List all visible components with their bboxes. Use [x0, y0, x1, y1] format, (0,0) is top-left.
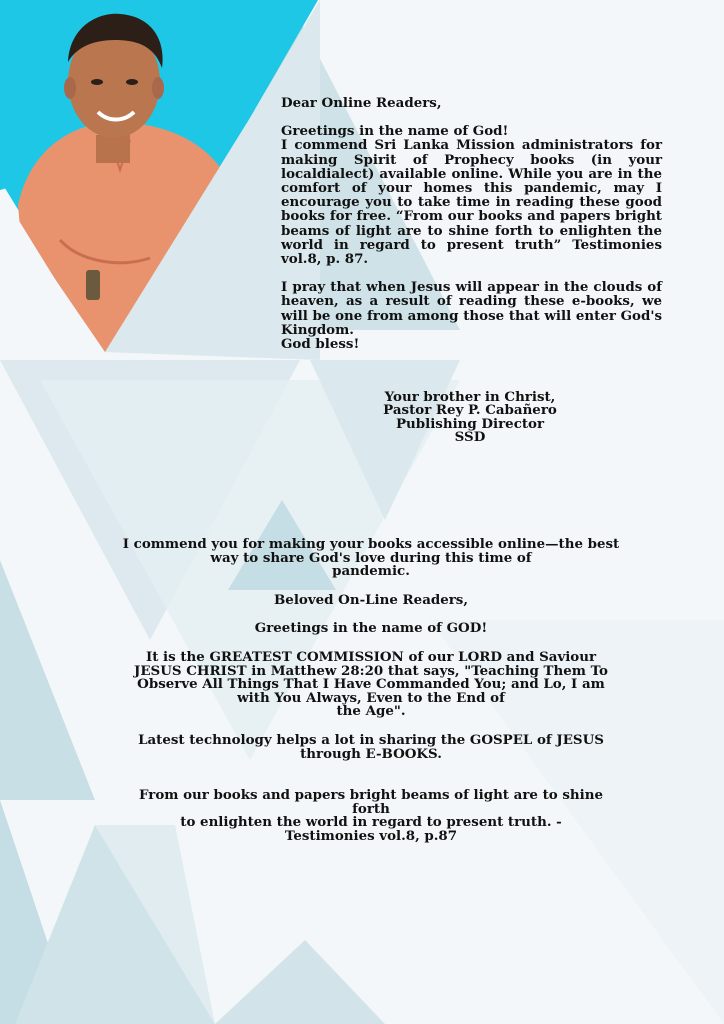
quote-line-2: to enlighten the world in regard to present truth. - — [180, 814, 562, 831]
letter-paragraph-1: I commend Sri Lanka Mission administrators for making Spirit of Prophecy books (in your localdialect) available online. While you are in the comfort of your homes this pandemic, may I encourage you to take time in reading these good books for free. “From our books and papers bright beams of light are to shine forth to enlighten the world in regard to present truth” Testimonies vol.8, p. 87. — [281, 137, 662, 268]
letter-blessing: God bless! — [281, 336, 360, 353]
signature-block — [370, 391, 570, 445]
commission-line-2: JESUS CHRIST in Matthew 28:20 that says, "Teaching Them To — [134, 662, 608, 679]
quote-line-3: Testimonies vol.8, p.87 — [284, 827, 458, 844]
commission-line-5: the Age". — [336, 703, 406, 720]
signature-closing: Your brother in Christ, — [384, 389, 556, 405]
signature-name: Pastor Rey P. Cabañero — [383, 402, 557, 419]
letter-salutation: Dear Online Readers, — [281, 95, 442, 111]
letter-paragraph-2: I pray that when Jesus will appear in the clouds of heaven, as a result of reading these e-books, we will be one from among those that will enter God's Kingdom. — [281, 279, 662, 338]
technology-line-1: Latest technology helps a lot in sharing the GOSPEL of JESUS — [138, 731, 604, 748]
quote-line-1: From our books and papers bright beams of light are to shine forth — [139, 787, 603, 817]
bg-triangle — [0, 560, 95, 800]
commission-line-3: Observe All Things That I Have Commanded You; and Lo, I am — [137, 676, 605, 693]
technology-line-2: through E-BOOKS. — [300, 745, 442, 762]
commend-line-2: way to share God's love during this time of — [210, 549, 532, 566]
commission-line-1: It is the GREATEST COMMISSION of our LORD and Saviour — [145, 648, 597, 665]
commend-line-3: pandemic. — [332, 563, 410, 580]
portrait-photo — [0, 0, 320, 360]
commission-line-4: with You Always, Even to the End of — [237, 689, 505, 706]
second-salutation: Beloved On-Line Readers, — [273, 591, 469, 608]
second-greeting: Greetings in the name of GOD! — [254, 620, 488, 637]
letter-body — [281, 96, 662, 351]
commend-line-1: I commend you for making your books accessible online—the best — [122, 536, 620, 552]
second-message — [118, 538, 624, 844]
letter-greeting: Greetings in the name of God! — [281, 123, 509, 140]
bg-triangle — [215, 940, 385, 1024]
signature-division: SSD — [454, 429, 486, 446]
signature-title: Publishing Director — [395, 415, 545, 432]
